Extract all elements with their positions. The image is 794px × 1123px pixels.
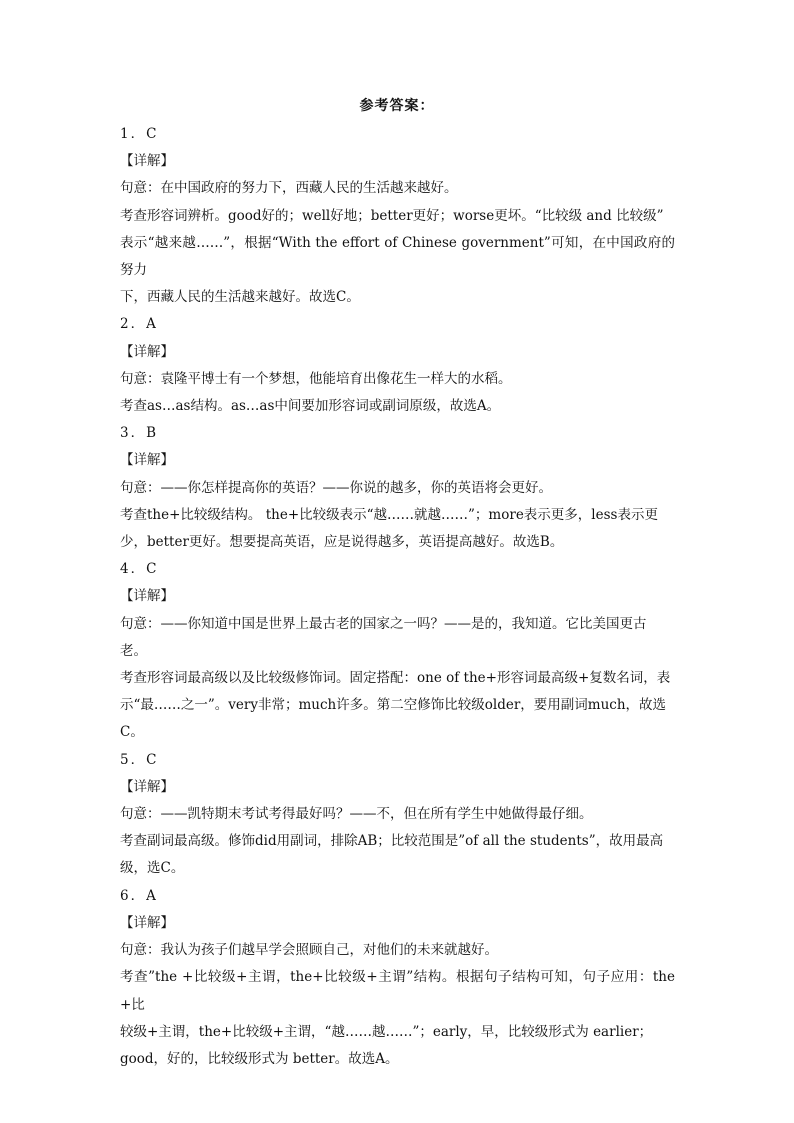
explanation-line: 示“最……之一”。very非常；much许多。第二空修饰比较级older，要用副词much，故选 xyxy=(120,697,667,714)
explanation-line: 考查as…as结构。as…as中间要加形容词或副词原级，故选A。 xyxy=(120,398,501,415)
sentence-meaning: 句意：——你怎样提高你的英语？——你说的越多，你的英语将会更好。 xyxy=(120,479,552,496)
answer-number: 5．C xyxy=(120,751,159,768)
explanation-line: 表示“越来越……”，根据“With the effort of Chinese government”可知，在中国政府的努力 xyxy=(120,234,675,279)
explanation-line: 考查”the +比较级+主谓，the+比较级+主谓”结构。根据句子结构可知，句子应用：the +比 xyxy=(120,969,675,1013)
answers-list xyxy=(120,121,675,1073)
explanation-line: good，好的，比较级形式为 better。故选A。 xyxy=(120,1050,399,1067)
explanation-line: 考查the+比较级结构。 the+比较级表示“越……就越……”；more表示更多，less表示更 xyxy=(120,506,658,523)
detail-header: 【详解】 xyxy=(120,452,174,469)
sentence-meaning: 句意：袁隆平博士有一个梦想，他能培育出像花生一样大的水稻。 xyxy=(120,370,512,387)
sentence-meaning: 句意：——凯特期末考试考得最好吗？——不，但在所有学生中她做得最仔细。 xyxy=(120,806,593,823)
explanation-line: 考查形容词最高级以及比较级修饰词。固定搭配：one of the+形容词最高级+复数名词，表 xyxy=(120,670,671,687)
detail-header: 【详解】 xyxy=(120,153,174,170)
answer-number: 4．C xyxy=(120,561,159,578)
sentence-meaning: 句意：——你知道中国是世界上最古老的国家之一吗？——是的，我知道。它比美国更古 xyxy=(120,615,647,632)
answer-number: 6．A xyxy=(120,887,158,904)
explanation-line: 考查副词最高级。修饰did用副词，排除AB；比较范围是”of all the students”，故用最高 xyxy=(120,833,664,850)
answer-number: 3．B xyxy=(120,425,159,442)
detail-header: 【详解】 xyxy=(120,343,174,360)
sentence-meaning-cont: 老。 xyxy=(120,642,147,659)
explanation-line: 较级+主谓，the+比较级+主谓，“越……越……”；early，早，比较级形式为 earlier； xyxy=(120,1023,653,1040)
explanation-line: 考查形容词辨析。good好的；well好地；better更好；worse更坏。“比较级 and 比较级” xyxy=(120,207,664,224)
explanation-line: 级，选C。 xyxy=(120,860,185,877)
answer-number: 1．C xyxy=(120,126,159,142)
detail-header: 【详解】 xyxy=(120,778,174,795)
sentence-meaning: 句意：我认为孩子们越早学会照顾自己，对他们的未来就越好。 xyxy=(120,942,498,959)
detail-header: 【详解】 xyxy=(120,588,174,605)
sentence-meaning: 句意：在中国政府的努力下，西藏人民的生活越来越好。 xyxy=(120,180,458,197)
explanation-line: 少，better更好。想要提高英语，应是说得越多，英语提高越好。故选B。 xyxy=(120,534,564,551)
answer-number: 2．A xyxy=(120,316,158,333)
explanation-line: 下，西藏人民的生活越来越好。故选C。 xyxy=(120,289,360,306)
explanation-line: C。 xyxy=(120,724,144,741)
detail-header: 【详解】 xyxy=(120,914,174,931)
page-title: 参考答案： xyxy=(359,98,435,114)
